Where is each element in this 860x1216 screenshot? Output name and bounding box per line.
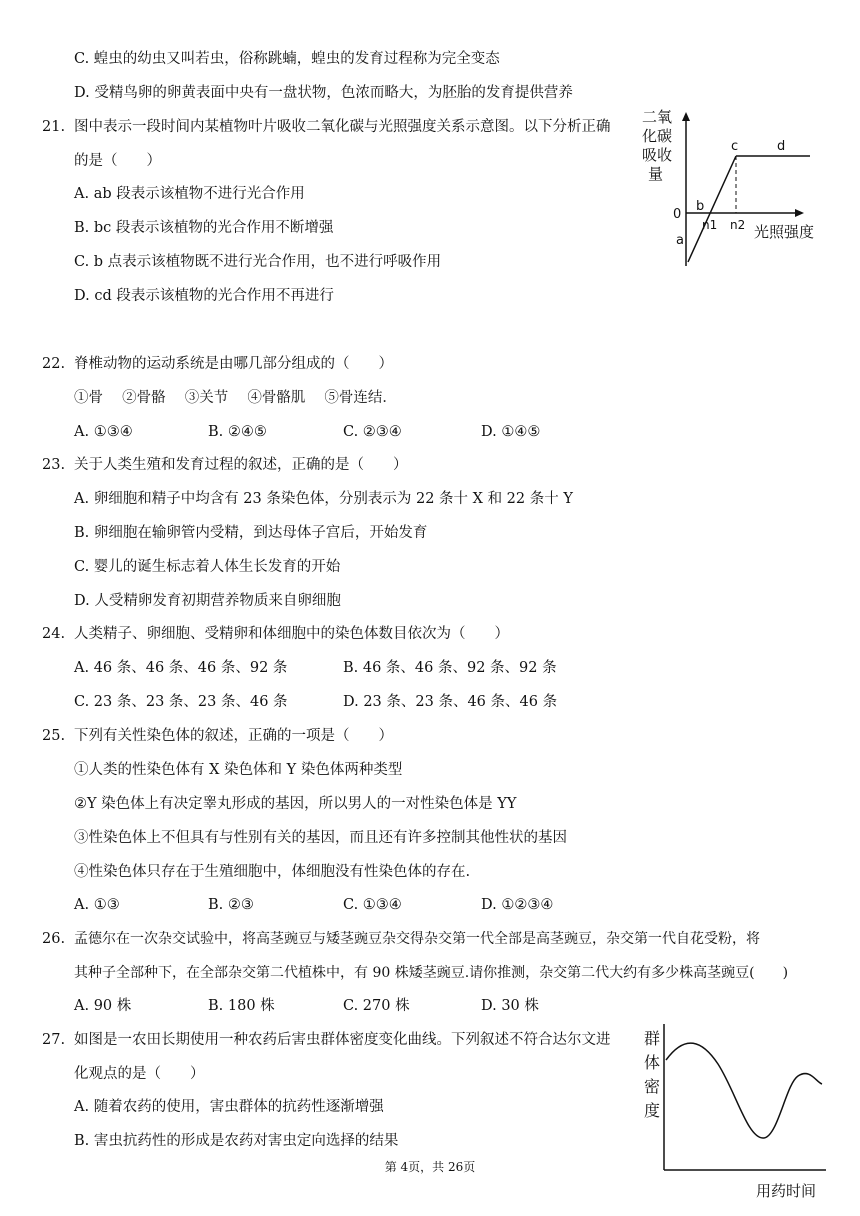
question-stem: 的是（ ） [74,153,161,169]
option-c: C. ②③④ [343,424,402,440]
co2-light-graph [640,108,830,268]
statement-2: ②Y 染色体上有决定睾丸形成的基因，所以男人的一对性染色体是 YY [74,796,517,812]
option-c: C. 婴儿的诞生标志着人体生长发育的开始 [74,559,341,575]
statement-4: ④性染色体只存在于生殖细胞中，体细胞没有性染色体的存在. [74,864,471,880]
option-b: B. 害虫抗药性的形成是农药对害虫定向选择的结果 [74,1133,399,1149]
option-a: A. ab 段表示该植物不进行光合作用 [74,186,305,202]
y-axis-label: 度 [644,1101,661,1120]
tick-n1: n1 [702,218,718,232]
question-number: 25. [42,728,66,744]
option-d-prev: D. 受精鸟卵的卵黄表面中央有一盘状物，色浓而略大，为胚胎的发育提供营养 [74,85,573,101]
x-axis-label: 用药时间 [756,1182,817,1200]
question-stem: 其种子全部种下，在全部杂交第二代植株中，有 90 株矮茎豌豆.请你推测，杂交第二代大约有多少株高茎豌豆( ) [74,965,789,981]
option-c-prev: C. 蝗虫的幼虫又叫若虫，俗称跳蝻，蝗虫的发育过程称为完全变态 [74,51,500,67]
question-number: 22. [42,356,66,372]
option-b: B. ②④⑤ [208,424,267,440]
y-axis-label: 吸收 [642,146,673,164]
option-a: A. 卵细胞和精子中均含有 23 条染色体，分别表示为 22 条十 X 和 22 条十 Y [74,491,573,507]
origin: 0 [673,207,682,222]
option-b: B. ②③ [208,897,254,913]
option-d: D. cd 段表示该植物的光合作用不再进行 [74,288,334,304]
point-c: c [731,139,739,154]
pest-density-graph [640,1022,830,1212]
option-b: B. 180 株 [208,998,275,1014]
point-a: a [676,233,684,248]
option-a: A. 90 株 [74,998,132,1014]
option-a: A. ①③④ [74,424,133,440]
question-stem: 人类精子、卵细胞、受精卵和体细胞中的染色体数目依次为（ ） [74,626,509,642]
option-d: D. ①④⑤ [481,424,541,440]
y-axis-label: 密 [644,1077,661,1096]
page-footer: 第 4页，共 26页 [384,1160,476,1174]
option-a: A. 46 条、46 条、46 条、92 条 [74,660,288,676]
statement-1: ①人类的性染色体有 X 染色体和 Y 染色体两种类型 [74,762,403,778]
question-stem: ①骨 ②骨骼 ③关节 ④骨骼肌 ⑤骨连结． [74,390,397,406]
option-b: B. bc 段表示该植物的光合作用不断增强 [74,220,334,236]
y-axis-label: 群 [644,1029,661,1048]
question-stem: 如图是一农田长期使用一种农药后害虫群体密度变化曲线。下列叙述不符合达尔文进 [74,1032,611,1048]
question-stem: 孟德尔在一次杂交试验中，将高茎豌豆与矮茎豌豆杂交得杂交第一代全部是高茎豌豆，杂交第一代自花受粉，将 [74,931,760,947]
question-number: 26. [42,931,66,947]
option-c: C. 23 条、23 条、23 条、46 条 [74,694,288,710]
option-a: A. ①③ [74,897,120,913]
option-d: D. 30 株 [481,998,539,1014]
question-number: 23. [42,457,66,473]
point-b: b [696,199,705,214]
point-d: d [777,139,786,154]
y-axis-label: 化碳 [642,127,673,145]
question-stem: 图中表示一段时间内某植物叶片吸收二氧化碳与光照强度关系示意图。以下分析正确 [74,119,611,135]
question-stem: 化观点的是（ ） [74,1066,205,1082]
question-stem: 关于人类生殖和发育过程的叙述，正确的是（ ） [74,457,408,473]
y-axis-label: 量 [648,165,664,183]
tick-n2: n2 [730,218,746,232]
question-number: 21. [42,119,66,135]
y-axis-label: 二氧 [642,108,673,126]
statement-3: ③性染色体上不但具有与性别有关的基因，而且还有许多控制其他性状的基因 [74,830,567,846]
option-c: C. b 点表示该植物既不进行光合作用，也不进行呼吸作用 [74,254,442,270]
y-axis-label: 体 [644,1053,661,1072]
option-d: D. ①②③④ [481,897,554,913]
option-b: B. 卵细胞在输卵管内受精，到达母体子宫后，开始发育 [74,525,428,541]
option-c: C. 270 株 [343,998,410,1014]
option-a: A. 随着农药的使用，害虫群体的抗药性逐渐增强 [74,1099,384,1115]
question-stem: 下列有关性染色体的叙述，正确的一项是（ ） [74,728,393,744]
x-axis-label: 光照强度 [754,223,815,241]
option-d: D. 人受精卵发育初期营养物质来自卵细胞 [74,593,341,609]
option-d: D. 23 条、23 条、46 条、46 条 [343,694,558,710]
option-b: B. 46 条、46 条、92 条、92 条 [343,660,557,676]
question-stem: 脊椎动物的运动系统是由哪几部分组成的（ ） [74,356,393,372]
question-number: 24. [42,626,66,642]
question-number: 27. [42,1032,66,1048]
option-c: C. ①③④ [343,897,402,913]
